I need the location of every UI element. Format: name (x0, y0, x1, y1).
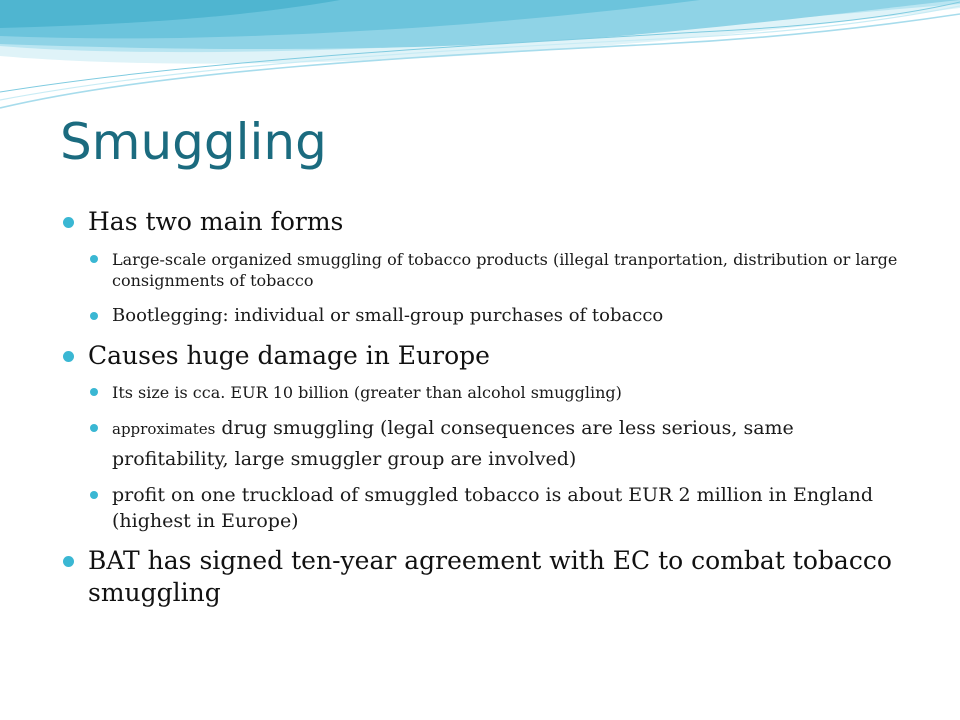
sub-bullet-large-scale-smuggling: Large-scale organized smuggling of tobacco products (illegal tranportation, distribution or large consignments of tobacco (88, 249, 910, 291)
sub-bullet-approximates-drug-smuggling (88, 413, 910, 474)
sub-bullet-approximates-rest: drug smuggling (legal consequences are less serious, same profitability, large smuggler group are involved) (112, 417, 794, 470)
sub-bullet-size-estimate: Its size is cca. EUR 10 billion (greater than alcohol smuggling) (88, 382, 910, 403)
slide-body (60, 206, 910, 609)
sub-bullet-approximates-prefix: approximates (112, 420, 216, 438)
sub-bullet-truckload-profit: profit on one truckload of smuggled tobacco is about EUR 2 million in England (highest in Europe) (88, 482, 910, 534)
sub-bullet-bootlegging: Bootlegging: individual or small-group purchases of tobacco (88, 304, 910, 328)
bullet-two-main-forms: Has two main forms (60, 206, 910, 238)
bullet-causes-huge-damage: Causes huge damage in Europe (60, 340, 910, 372)
slide-title: Smuggling (60, 113, 327, 171)
header-wave-decoration (0, 0, 960, 120)
bullet-bat-agreement: BAT has signed ten-year agreement with EC to combat tobacco smuggling (60, 545, 910, 609)
